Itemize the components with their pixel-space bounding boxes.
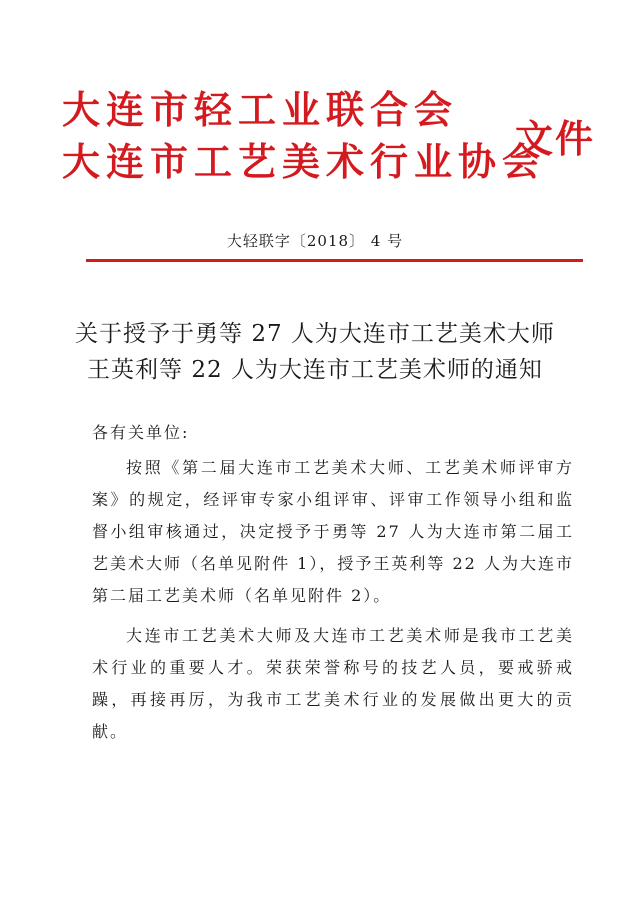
notice-title	[0, 316, 630, 388]
body-paragraph-1: 按照《第二届大连市工艺美术大师、工艺美术师评审方案》的规定，经评审专家小组评审、评审工作领导小组和监督小组审核通过，决定授予于勇等 27 人为大连市第二届工艺美术大师（名单见附件 1），授予王英利等 22 人为大连市第二届工艺美术师（名单见附件 2）。	[92, 458, 574, 605]
issuer-line-1: 大连市轻工业联合会	[62, 88, 459, 132]
document-number: 大轻联字〔2018〕 4 号	[226, 232, 404, 250]
document-type-label: 文件	[515, 117, 596, 161]
title-line-1: 关于授予于勇等 27 人为大连市工艺美术大师	[75, 321, 555, 347]
addressee: 各有关单位:	[92, 423, 190, 442]
body-paragraph-2: 大连市工艺美术大师及大连市工艺美术师是我市工艺美术行业的重要人才。荣获荣誉称号的技艺人员，要戒骄戒躁，再接再厉，为我市工艺美术行业的发展做出更大的贡献。	[92, 626, 574, 741]
title-line-2: 王英利等 22 人为大连市工艺美术师的通知	[87, 357, 543, 383]
issuer-line-2: 大连市工艺美术行业协会	[62, 140, 547, 184]
header-red-divider	[86, 259, 583, 262]
issuer-block	[62, 84, 546, 188]
